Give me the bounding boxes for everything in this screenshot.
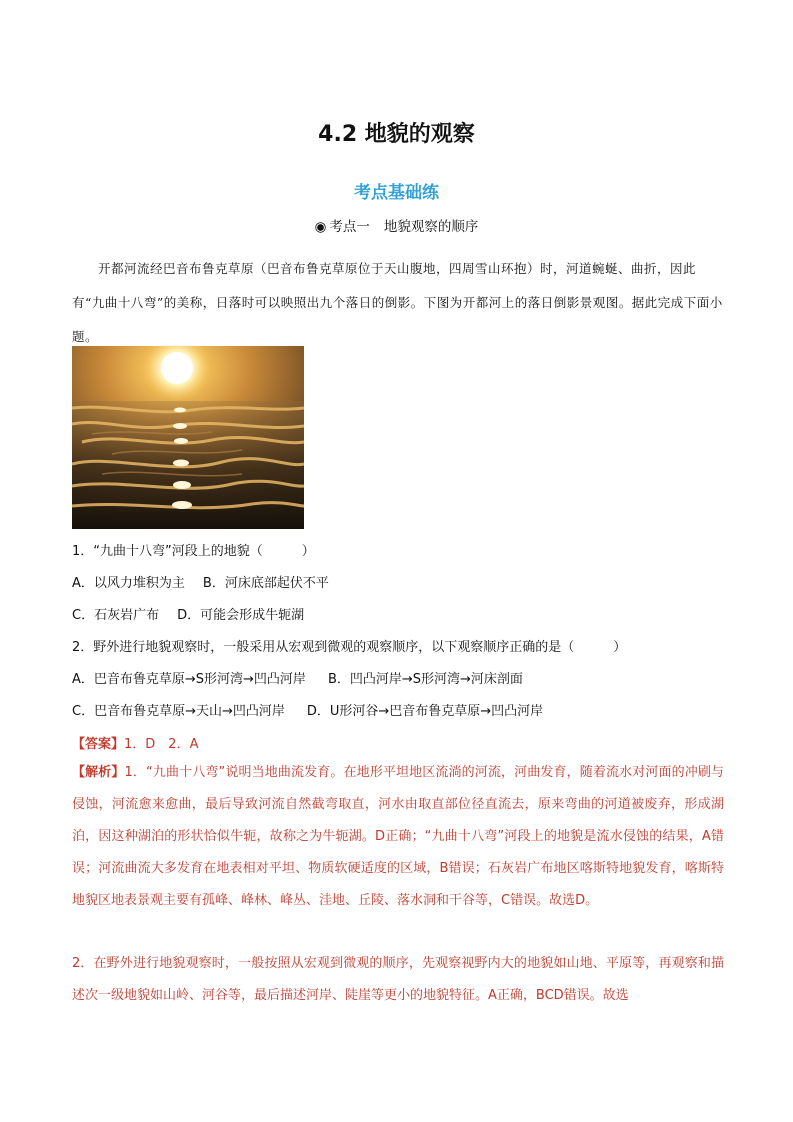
question-1-option-a: A．以风力堆积为主 (72, 576, 185, 591)
question-2-options-row1 (72, 668, 523, 687)
question-2-options-row2 (72, 700, 543, 719)
question-2-option-d: D．U形河谷→巴音布鲁克草原→凹凸河岸 (306, 704, 544, 719)
answer-text: 1．D 2．A (124, 737, 199, 752)
question-1-stem: 1．“九曲十八弯”河段上的地貌（ ） (72, 544, 315, 559)
analysis-paragraph-1 (72, 757, 724, 917)
bullet-circle-icon: ◉ (314, 219, 327, 235)
analysis-paragraph-2: 2．在野外进行地貌观察时，一般按照从宏观到微观的顺序，先观察视野内大的地貌如山地、平原等，再观察和描述次一级地貌如山岭、河谷等，最后描述河岸、陡崖等更小的地貌特征。A正确，BCD错误。故选 (72, 956, 724, 1003)
intro-paragraph: 开都河流经巴音布鲁克草原（巴音布鲁克草原位于天山腹地，四周雪山环抱）时，河道蜿蜒、曲折，因此有“九曲十八弯”的美称，日落时可以映照出九个落日的倒影。下图为开都河上的落日倒影景观图。据此完成下面小题。 (72, 261, 723, 344)
answer-tag: 【答案】 (72, 737, 125, 752)
question-2-stem: 2．野外进行地貌观察时，一般采用从宏观到微观的观察顺序，以下观察顺序正确的是（ ） (72, 640, 627, 655)
kaodian-text: 地貌观察的顺序 (383, 219, 479, 235)
question-1-option-b: B．河床底部起伏不平 (202, 576, 329, 591)
question-2-option-c: C．巴音布鲁克草原→天山→凹凸河岸 (72, 704, 285, 719)
analysis-text-1: 1．“九曲十八弯”说明当地曲流发育。在地形平坦地区流淌的河流，河曲发育，随着流水对河面的冲刷与侵蚀，河流愈来愈曲，最后导致河流自然截弯取直，河水由取直部位径直流去，原来弯曲的河道被废弃，形成湖泊，因这种湖泊的形状恰似牛轭，故称之为牛轭湖。D正确；“九曲十八弯”河段上的地貌是流水侵蚀的结果，A错误；河流曲流大多发育在地表相对平坦、物质软硬适度的区域，B错误；石灰岩广布地区喀斯特地貌发育，喀斯特地貌区地表景观主要有孤峰、峰林、峰丛、洼地、丘陵、落水洞和干谷等，C错误。故选D。 (72, 765, 724, 908)
question-1-option-c: C．石灰岩广布 (72, 608, 160, 623)
question-2-option-a: A．巴音布鲁克草原→S形河湾→凹凸河岸 (72, 672, 306, 687)
question-1-options-row1 (72, 572, 329, 591)
answer-line (72, 733, 198, 752)
question-1-options-row2 (72, 604, 304, 623)
section-title: 考点基础练 (354, 183, 439, 203)
kaodian-label: 考点一 (329, 219, 370, 235)
page-title: 4.2 地貌的观察 (318, 122, 475, 147)
sunset-river-photo (72, 346, 304, 529)
question-2-option-b: B．凹凸河岸→S形河湾→河床剖面 (327, 672, 523, 687)
analysis-tag: 【解析】 (72, 765, 125, 780)
kaodian-heading (0, 215, 793, 235)
question-1-option-d: D．可能会形成牛轭湖 (177, 608, 305, 623)
